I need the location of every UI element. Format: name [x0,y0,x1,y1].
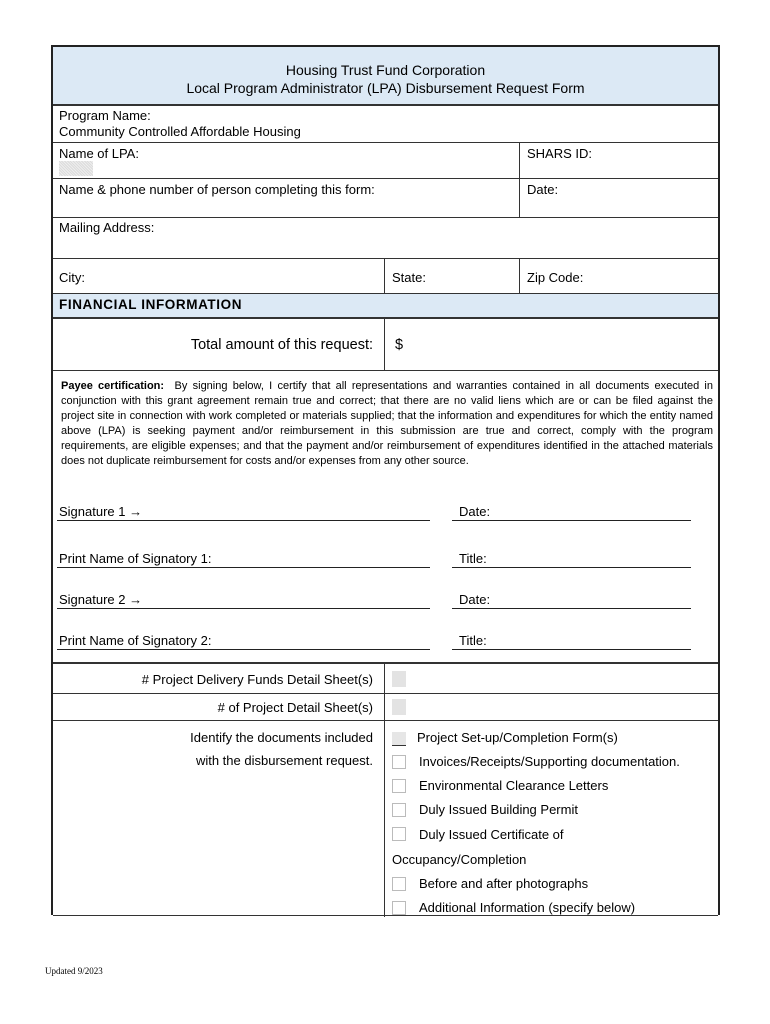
title-2-label: Title: [459,633,487,648]
signature-2-label: Signature 2 → [59,592,143,607]
print-name-1-line[interactable] [57,567,430,568]
date-2-label: Date: [459,592,491,607]
col-divider [519,258,520,293]
program-name-label: Program Name: [59,108,151,123]
row-divider [53,142,718,143]
doc-label-environmental: Environmental Clearance Letters [419,778,609,793]
signature-1-line[interactable] [57,520,430,521]
date-1-line[interactable] [452,520,691,521]
row-divider [53,178,718,179]
person-completing-label: Name & phone number of person completing this form: [59,182,375,197]
payee-certification [61,379,713,469]
identify-documents-line-2: with the disbursement request. [195,753,373,768]
doc-label-additional-info: Additional Information (specify below) [419,900,636,915]
updated-date: Updated 9/2023 [45,966,103,976]
col-divider [384,258,385,293]
title-2-line[interactable] [452,649,691,650]
row-divider [53,720,718,721]
date-label: Date: [527,182,559,197]
title-1-line[interactable] [452,567,691,568]
doc-checkbox-environmental[interactable] [392,779,406,793]
print-name-1-label: Print Name of Signatory 1: [59,551,212,566]
doc-label-certificate-of: Duly Issued Certificate of [419,827,564,842]
lpa-name-label: Name of LPA: [59,146,139,161]
date-1-label: Date: [459,504,491,519]
identify-documents-line-1: Identify the documents included [190,730,373,745]
title-1-label: Title: [459,551,487,566]
total-amount-label: Total amount of this request: [190,337,373,353]
row-divider [53,317,718,319]
doc-checkbox-additional-info[interactable] [392,901,406,915]
delivery-funds-sheets-field[interactable] [392,671,406,687]
state-label: State: [392,270,426,285]
doc-label-occupancy-completion: Occupancy/Completion [392,852,527,867]
row-divider [53,217,718,218]
row-divider [53,258,718,259]
header-divider [53,104,718,106]
doc-label-invoices: Invoices/Receipts/Supporting documentation. [419,754,680,769]
col-divider [384,662,385,917]
program-name-value: Community Controlled Affordable Housing [59,124,301,139]
row-divider [53,370,718,371]
form-header [53,47,718,104]
lpa-name-field[interactable] [59,161,93,176]
doc-label-setup-completion: Project Set-up/Completion Form(s) [417,730,618,745]
signature-2-line[interactable] [57,608,430,609]
project-detail-sheets-label: # of Project Detail Sheet(s) [217,700,373,715]
print-name-2-label: Print Name of Signatory 2: [59,633,212,648]
org-name: Housing Trust Fund Corporation [285,62,486,78]
disbursement-form [51,45,720,915]
shars-id-label: SHARS ID: [527,146,593,161]
mailing-address-label: Mailing Address: [59,220,155,235]
row-divider [53,662,718,664]
doc-label-photographs: Before and after photographs [419,876,589,891]
date-2-line[interactable] [452,608,691,609]
form-bottom-border [53,915,718,916]
col-divider [519,142,520,217]
row-divider [53,693,718,694]
print-name-2-line[interactable] [57,649,430,650]
certification-text: By signing below, I certify that all representations and warranties contained in all documents executed in conjunction with this grant agreement remain true and correct; that there are no valid liens which are or can be filed against the project site in connection with work completed or materials supplied; that the information and expenditures for which the entity named above (LPA) is seeking payment and/or reimbursement in this submission are true and correct, comply with the program requirements, are eligible expenses; and that the payment and/or reimbursement of expenditures identified in the attached materials does not duplicate reimbursement for costs and/or expenses from any other source. [61,380,713,467]
doc-checkbox-certificate-occupancy[interactable] [392,827,406,841]
doc-checkbox-building-permit[interactable] [392,803,406,817]
col-divider [384,317,385,370]
signature-1-label: Signature 1 → [59,504,143,519]
certification-lead: Payee certification: [61,380,165,392]
financial-section-title: FINANCIAL INFORMATION [53,294,718,317]
form-title: Local Program Administrator (LPA) Disbursement Request Form [186,80,585,96]
zip-code-label: Zip Code: [527,270,584,285]
city-label: City: [59,270,85,285]
doc-checkbox-photographs[interactable] [392,877,406,891]
delivery-funds-sheets-label: # Project Delivery Funds Detail Sheet(s) [141,672,373,687]
doc-checkbox-setup-completion[interactable] [392,732,406,746]
doc-checkbox-invoices[interactable] [392,755,406,769]
doc-label-building-permit: Duly Issued Building Permit [419,802,578,817]
project-detail-sheets-field[interactable] [392,699,406,715]
currency-symbol: $ [395,337,404,353]
